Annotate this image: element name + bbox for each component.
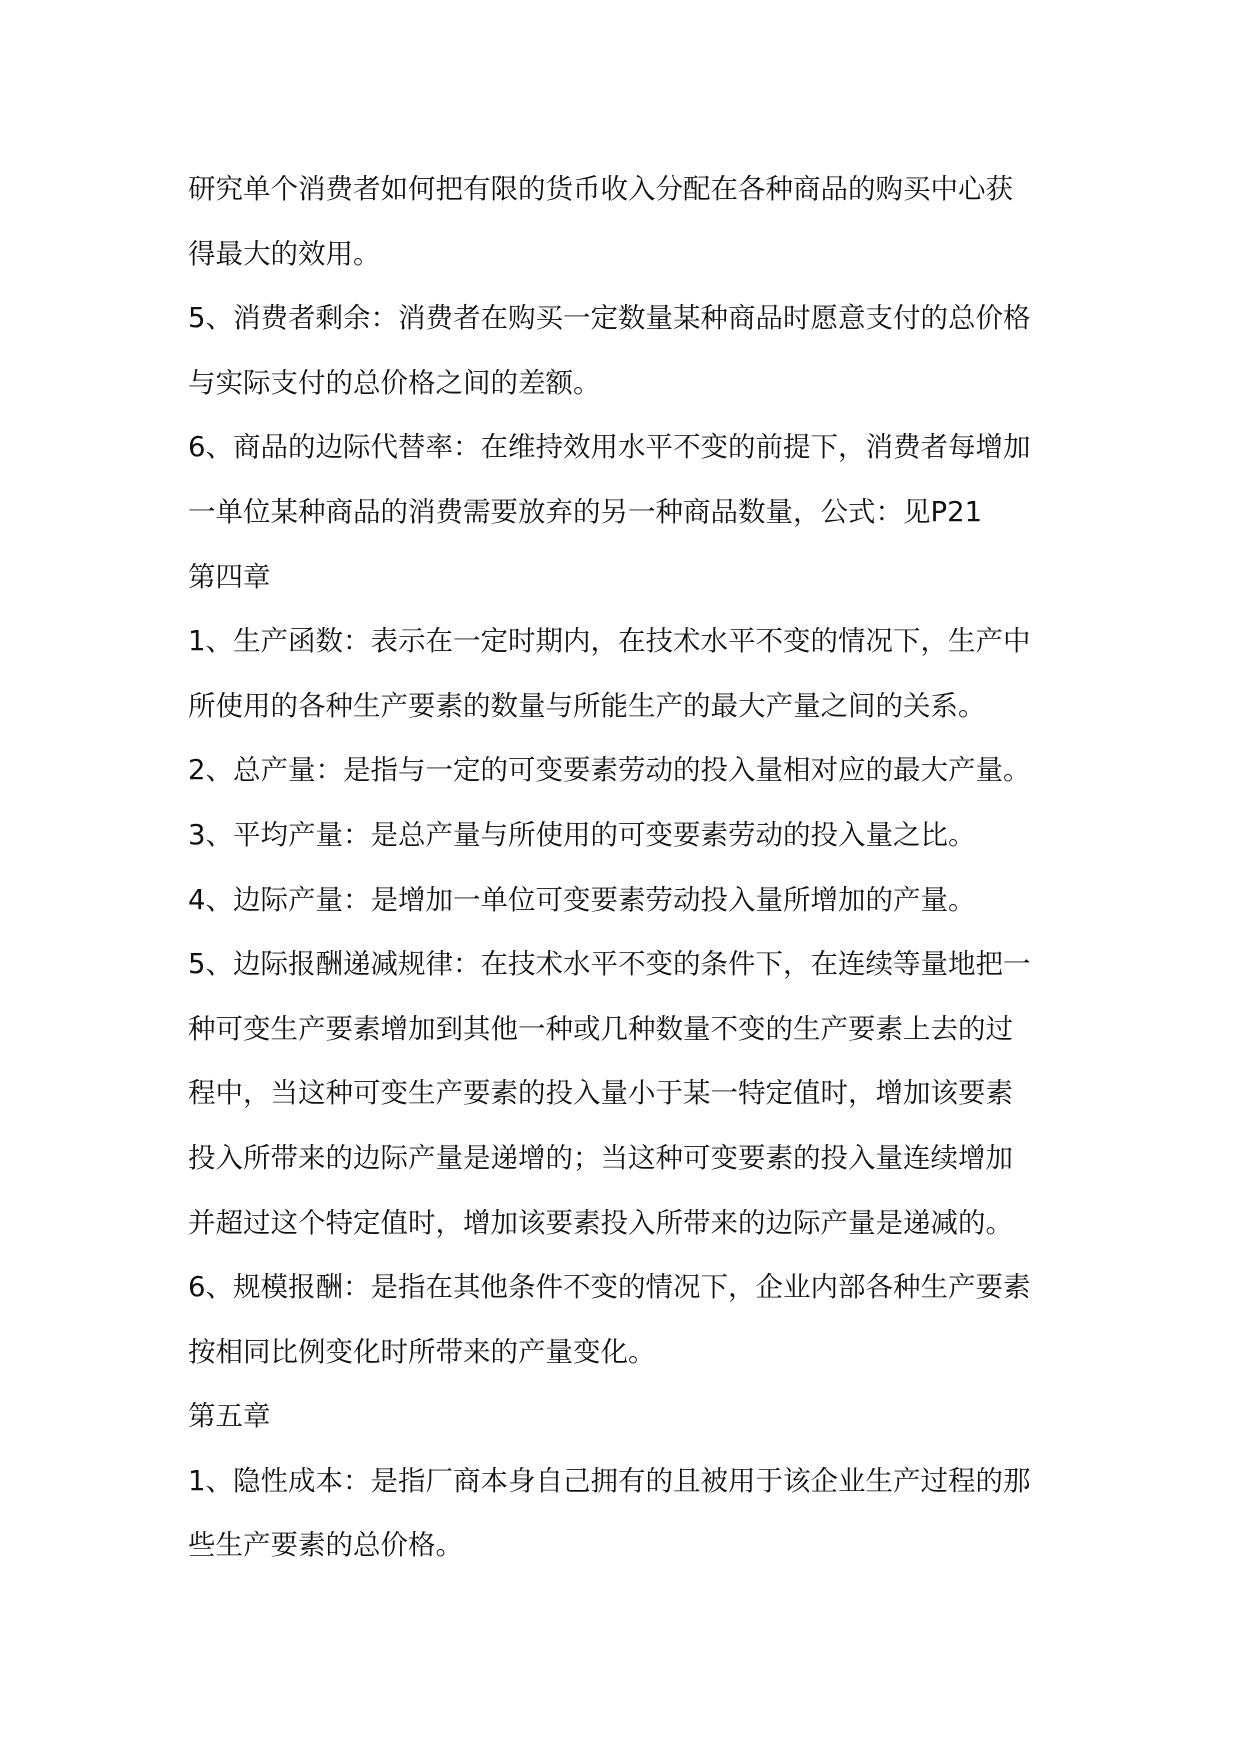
- definition-implicit-cost: 1、隐性成本：是指厂商本身自己拥有的且被用于该企业生产过程的那: [188, 1464, 1031, 1497]
- text-line: 程中，当这种可变生产要素的投入量小于某一特定值时，增加该要素: [188, 1077, 1013, 1110]
- definition-total-product: 2、总产量：是指与一定的可变要素劳动的投入量相对应的最大产量。: [188, 754, 1031, 787]
- chapter-heading-5: 第五章: [188, 1400, 271, 1433]
- text-line: 些生产要素的总价格。: [188, 1529, 463, 1562]
- text-line: 得最大的效用。: [188, 237, 381, 270]
- definition-diminishing-returns: 5、边际报酬递减规律：在技术水平不变的条件下，在连续等量地把一: [188, 948, 1031, 981]
- definition-production-function: 1、生产函数：表示在一定时期内，在技术水平不变的情况下，生产中: [188, 625, 1031, 658]
- definition-marginal-rate-of-substitution: 6、商品的边际代替率：在维持效用水平不变的前提下，消费者每增加: [188, 431, 1031, 464]
- text-line: 并超过这个特定值时，增加该要素投入所带来的边际产量是递减的。: [188, 1206, 1013, 1239]
- definition-marginal-product: 4、边际产量：是增加一单位可变要素劳动投入量所增加的产量。: [188, 883, 976, 916]
- chapter-heading-4: 第四章: [188, 560, 271, 593]
- definition-consumer-surplus: 5、消费者剩余：消费者在购买一定数量某种商品时愿意支付的总价格: [188, 302, 1031, 335]
- text-line: 种可变生产要素增加到其他一种或几种数量不变的生产要素上去的过: [188, 1012, 1013, 1045]
- text-line: 一单位某种商品的消费需要放弃的另一种商品数量，公式：见P21: [188, 495, 983, 528]
- text-line: 投入所带来的边际产量是递增的；当这种可变要素的投入量连续增加: [188, 1141, 1013, 1174]
- definition-average-product: 3、平均产量：是总产量与所使用的可变要素劳动的投入量之比。: [188, 818, 976, 851]
- text-line: 与实际支付的总价格之间的差额。: [188, 366, 601, 399]
- text-line: 所使用的各种生产要素的数量与所能生产的最大产量之间的关系。: [188, 689, 986, 722]
- document-body: [188, 157, 1068, 1578]
- text-line: 研究单个消费者如何把有限的货币收入分配在各种商品的购买中心获: [188, 173, 1013, 205]
- definition-returns-to-scale: 6、规模报酬：是指在其他条件不变的情况下，企业内部各种生产要素: [188, 1271, 1031, 1304]
- text-line: 按相同比例变化时所带来的产量变化。: [188, 1335, 656, 1368]
